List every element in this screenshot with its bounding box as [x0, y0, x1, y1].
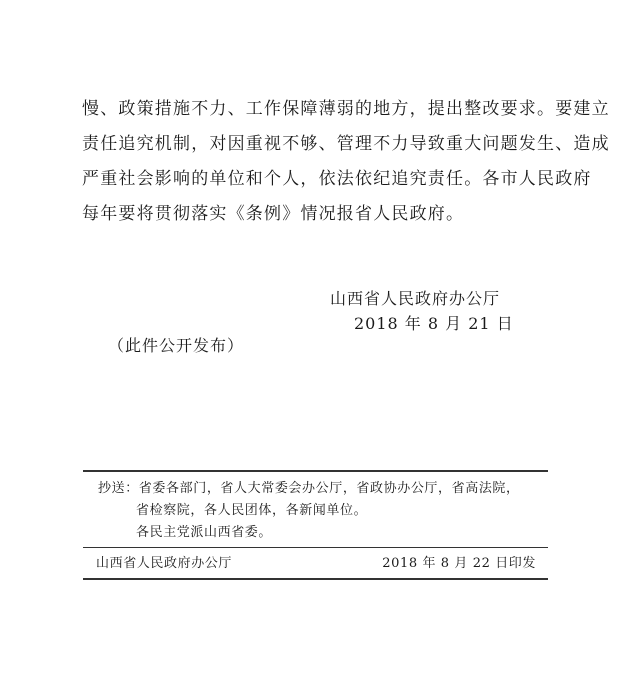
body-line-4: 每年要将贯彻落实《条例》情况报省人民政府。 [82, 204, 465, 224]
body-line-2: 责任追究机制，对因重视不够、管理不力导致重大问题发生、造成 [82, 134, 610, 154]
distribution-label: 抄送： [98, 481, 139, 496]
distribution-line-2: 省检察院，各人民团体，各新闻单位。 [136, 503, 368, 518]
footer-middle-rule [83, 547, 548, 548]
footer-issuer: 山西省人民政府办公厅 [96, 556, 233, 571]
signing-organization: 山西省人民政府办公厅 [330, 289, 501, 308]
distribution-row-1 [98, 478, 520, 500]
distribution-line-1: 省委各部门，省人大常委会办公厅，省政协办公厅，省高法院， [138, 481, 520, 496]
footer-issue-date: 2018 年 8 月 22 日印发 [382, 556, 536, 571]
distribution-list [98, 478, 520, 544]
footer-bottom-rule [83, 578, 548, 580]
signing-date: 2018 年 8 月 21 日 [354, 314, 514, 333]
publication-note: （此件公开发布） [108, 336, 245, 355]
distribution-line-3: 各民主党派山西省委。 [136, 525, 273, 540]
body-line-1: 慢、政策措施不力、工作保障薄弱的地方，提出整改要求。要建立 [82, 99, 610, 119]
body-line-3: 严重社会影响的单位和个人，依法依纪追究责任。各市人民政府 [82, 169, 592, 189]
body-paragraph [82, 92, 610, 232]
footer-top-rule [83, 470, 548, 472]
